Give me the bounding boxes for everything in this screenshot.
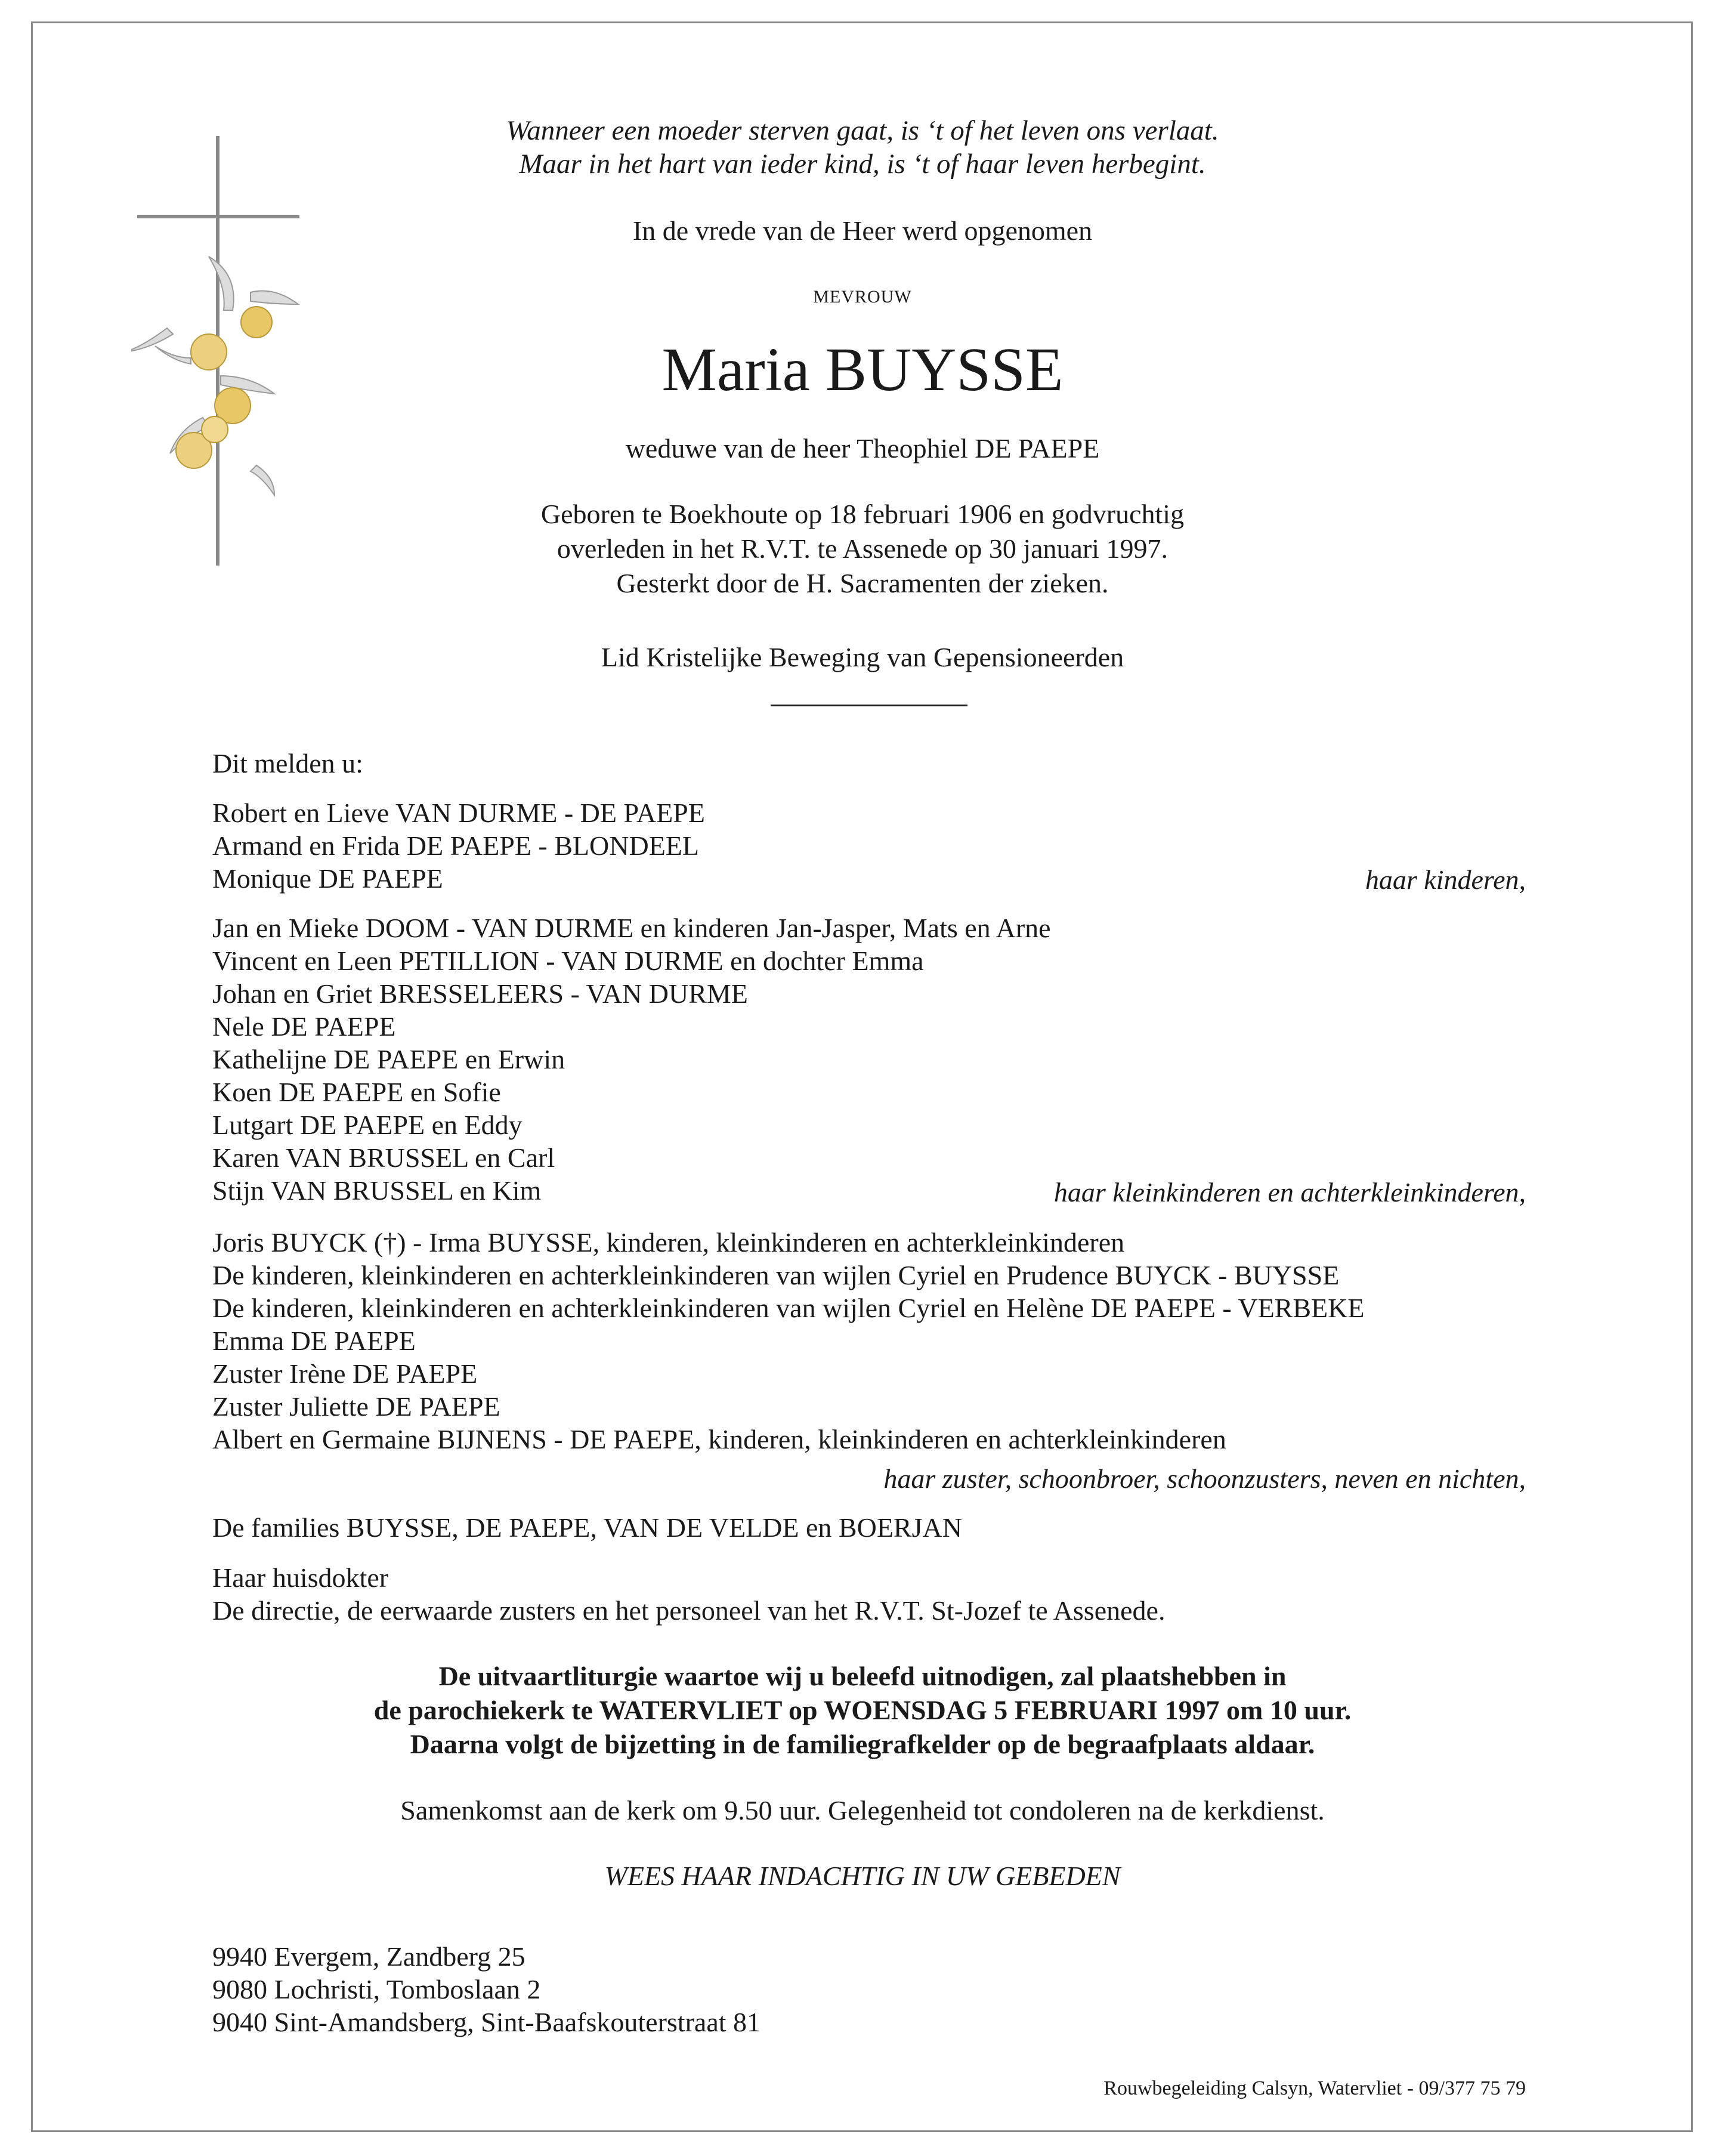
quote-line-1: Wanneer een moeder sterven gaat, is ‘t of het leven ons verlaat. [506,115,1219,146]
list-item: Stijn VAN BRUSSEL en Kim [212,1175,542,1206]
funeral-line-2: de parochiekerk te WATERVLIET op WOENSDAG 5 FEBRUARI 1997 om 10 uur. [373,1695,1352,1725]
list-item: Armand en Frida DE PAEPE - BLONDEEL [212,830,699,861]
address-line: 9080 Lochristi, Tomboslaan 2 [212,1974,541,2004]
quote-line-2: Maar in het hart van ieder kind, is ‘t of haar leven herbegint. [519,149,1206,180]
list-item: Robert en Lieve VAN DURME - DE PAEPE [212,798,705,828]
list-item: De directie, de eerwaarde zusters en het personeel van het R.V.T. St-Jozef te Assenede. [212,1595,1166,1626]
announce-intro: Dit melden u: [212,748,363,779]
footer-credit: Rouwbegeleiding Calsyn, Watervliet - 09/377 75 79 [1103,2077,1526,2099]
salutation: MEVROUW [813,287,912,307]
address-line: 9040 Sint-Amandsberg, Sint-Baafskouterstraat 81 [212,2007,761,2037]
list-item: Joris BUYCK (†) - Irma BUYSSE, kinderen, kleinkinderen en achterkleinkinderen [212,1227,1125,1258]
list-item: Jan en Mieke DOOM - VAN DURME en kinderen Jan-Jasper, Mats en Arne [212,913,1051,943]
birth-death-line-2: overleden in het R.V.T. te Assenede op 30 januari 1997. [557,533,1168,564]
list-item: Vincent en Leen PETILLION - VAN DURME en dochter Emma [212,946,924,976]
list-item: Lutgart DE PAEPE en Eddy [212,1110,523,1140]
remember-text: WEES HAAR INDACHTIG IN UW GEBEDEN [604,1861,1121,1891]
children-list [212,796,705,895]
list-item: De kinderen, kleinkinderen en achterkleinkinderen van wijlen Cyriel en Prudence BUYCK - BUYSSE [212,1260,1340,1290]
birth-death-line-3: Gesterkt door de H. Sacramenten der zieken. [616,568,1109,598]
list-item: Nele DE PAEPE [212,1011,396,1042]
siblings-list [212,1226,1364,1456]
list-item: Koen DE PAEPE en Sofie [212,1077,501,1107]
list-item: Zuster Juliette DE PAEPE [212,1391,500,1422]
membership: Lid Kristelijke Beweging van Gepensioneerden [601,642,1124,672]
list-item: Emma DE PAEPE [212,1326,416,1356]
funeral-line-3: Daarna volgt de bijzetting in de familiegrafkelder op de begraafplaats aldaar. [410,1729,1315,1759]
list-item: De kinderen, kleinkinderen en achterkleinkinderen van wijlen Cyriel en Helène DE PAEPE - VERBEKE [212,1293,1365,1323]
birth-death-line-1: Geboren te Boekhoute op 18 februari 1906 en godvruchtig [540,499,1185,529]
siblings-label: haar zuster, schoonbroer, schoonzusters, neven en nichten, [883,1463,1526,1494]
addresses-list [212,1940,761,2038]
intro-text: In de vrede van de Heer werd opgenomen [632,215,1093,246]
divider [771,705,967,706]
others-list [212,1561,1165,1627]
children-label: haar kinderen, [1365,864,1526,895]
list-item: Zuster Irène DE PAEPE [212,1358,478,1389]
list-item: Karen VAN BRUSSEL en Carl [212,1142,555,1173]
widow-of: weduwe van de heer Theophiel DE PAEPE [625,433,1100,464]
families: De families BUYSSE, DE PAEPE, VAN DE VELDE en BOERJAN [212,1512,962,1543]
list-item: Johan en Griet BRESSELEERS - VAN DURME [212,978,748,1009]
list-item: Albert en Germaine BIJNENS - DE PAEPE, kinderen, kleinkinderen en achterkleinkinderen [212,1424,1226,1454]
address-line: 9940 Evergem, Zandberg 25 [212,1941,525,1972]
gathering-text: Samenkomst aan de kerk om 9.50 uur. Gelegenheid tot condoleren na de kerkdienst. [400,1795,1325,1826]
list-item: Haar huisdokter [212,1562,389,1593]
grandchildren-label: haar kleinkinderen en achterkleinkinderen, [1053,1177,1526,1207]
list-item: Kathelijne DE PAEPE en Erwin [212,1044,565,1074]
grandchildren-list [212,912,1051,1207]
funeral-line-1: De uitvaartliturgie waartoe wij u beleefd uitnodigen, zal plaatshebben in [438,1661,1287,1691]
list-item: Monique DE PAEPE [212,863,443,894]
deceased-name: Maria BUYSSE [661,335,1064,404]
